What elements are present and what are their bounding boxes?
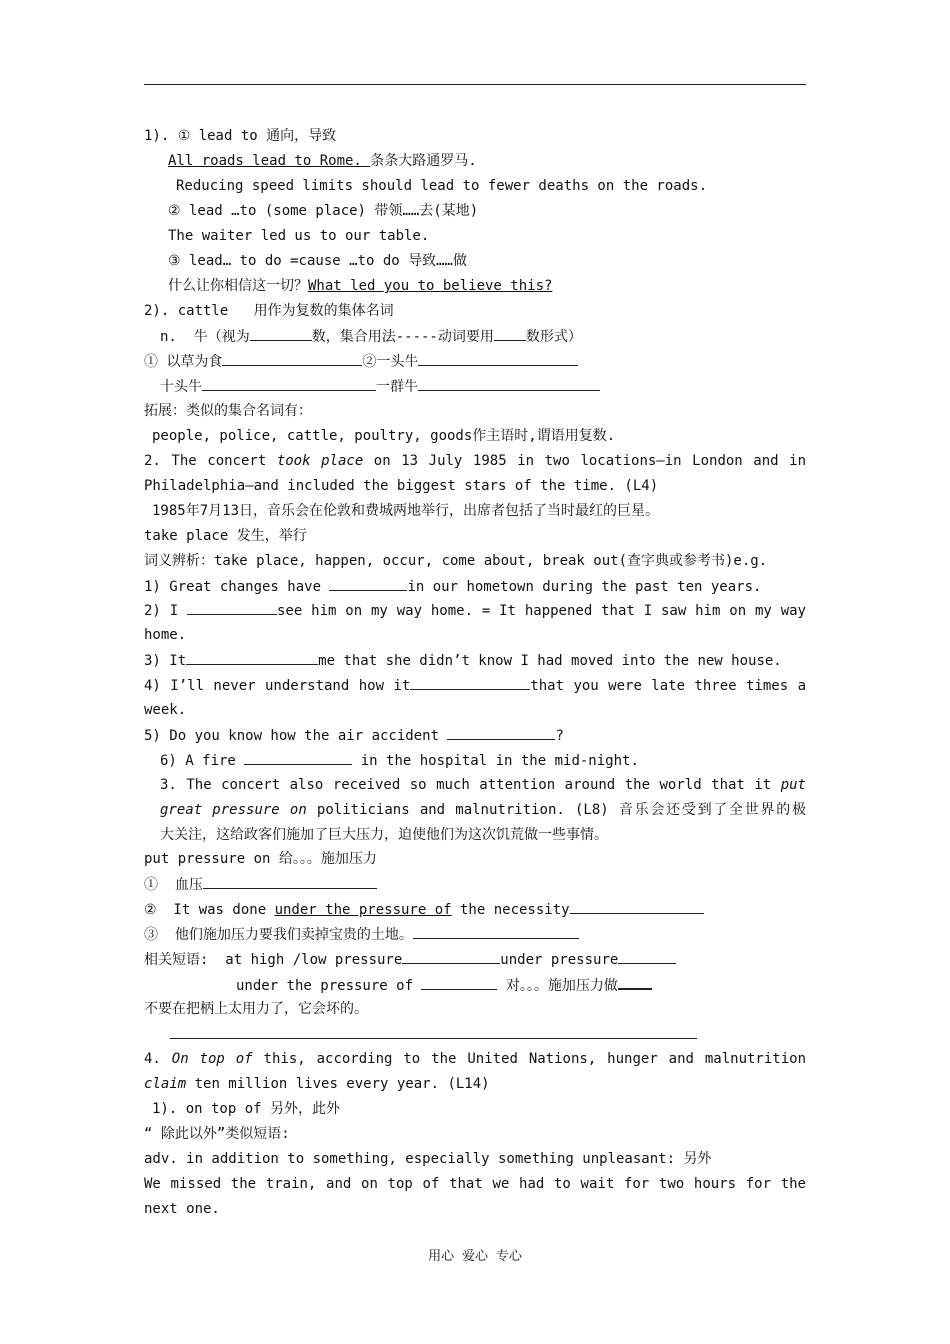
page-footer: 用心 爱心 专心 <box>428 1249 522 1264</box>
blank <box>618 974 652 990</box>
blank <box>402 949 500 964</box>
blank <box>329 576 407 591</box>
sentence-on-top-of: 4. On top of this, according to the United Nations, hunger and malnutrition <box>144 1051 807 1067</box>
blank <box>418 376 600 391</box>
pressure-exercise-3: ③ 他们施加压力要我们卖掉宝贵的土地。 <box>144 924 806 945</box>
lead-to-heading: 1). ① lead to 通向，导致 <box>144 128 337 144</box>
blank <box>618 949 676 964</box>
cattle-exercise-1: ① 以草为食 ②一头牛 <box>144 351 806 372</box>
related-phrases: 相关短语: at high /low pressure under pressure <box>144 949 806 970</box>
sentence-pressure: 3. The concert also received so much attention around the world that it put <box>160 777 806 793</box>
lead-example-believe: 什么让你相信这一切？What led you to believe this? <box>168 278 553 294</box>
blank <box>244 750 352 765</box>
sentence-on-top-of-cont: claim ten million lives every year. (L14) <box>144 1076 490 1092</box>
sentence-pressure-cont: great pressure on politicians and malnutrition. (L8) 音乐会还受到了全世界的极 <box>160 802 806 818</box>
on-top-of-example-cont: next one. <box>144 1201 220 1217</box>
blank <box>421 975 497 990</box>
lead-example-speed: Reducing speed limits should lead to fewer deaths on the roads. <box>176 178 708 194</box>
pressure-translate-prompt: 不要在把柄上太用力了，它会坏的。 <box>144 1001 368 1017</box>
similar-phrases-heading: “ 除此以外”类似短语: <box>144 1126 290 1142</box>
blank <box>447 725 555 740</box>
blank <box>222 351 362 366</box>
sentence-take-place-cont: Philadelphia—and included the biggest stars of the time. (L4) <box>144 478 659 494</box>
blank <box>187 600 277 615</box>
on-top-of-definition: adv. in addition to something, especially something unpleasant: 另外 <box>144 1151 712 1167</box>
pressure-exercise-2: ② It was done under the pressure of the necessity <box>144 899 806 920</box>
lead-usage-3: ③ lead… to do =cause …to do 导致……做 <box>168 253 467 269</box>
lead-usage-2: ② lead …to (some place) 带领……去(某地) <box>168 203 479 219</box>
exercise-1: 1) Great changes have in our hometown during the past ten years. <box>144 576 806 597</box>
lead-example-rome: All roads lead to Rome. 条条大路通罗马. <box>168 153 477 169</box>
on-top-of-meaning: 1). on top of 另外，此外 <box>152 1101 341 1117</box>
translation-take-place: 1985年7月13日，音乐会在伦敦和费城两地举行，出席者包括了当时最红的巨星。 <box>152 503 659 519</box>
blank <box>203 874 377 889</box>
exercise-6: 6) A fire in the hospital in the mid-night. <box>160 750 822 771</box>
cattle-definition: n. 牛（视为 数，集合用法-----动词要用 数形式） <box>160 326 822 347</box>
exercise-5: 5) Do you know how the air accident ? <box>144 725 806 746</box>
word-distinction: 词义辨析：take place, happen, occur, come about, break out(查字典或参考书)e.g. <box>144 553 768 569</box>
blank <box>570 899 704 914</box>
translation-pressure: 大关注，这给政客们施加了巨大压力，迫使他们为这次饥荒做一些事情。 <box>160 827 608 843</box>
answer-line <box>170 1038 697 1039</box>
cattle-heading: 2). cattle 用作为复数的集体名词 <box>144 303 394 319</box>
lead-example-waiter: The waiter led us to our table. <box>168 228 430 244</box>
header-rule <box>144 84 806 85</box>
exercise-4: 4) I’ll never understand how it that you were late three times a <box>144 675 806 696</box>
blank <box>494 326 526 341</box>
exercise-2-cont: home. <box>144 627 187 643</box>
blank <box>202 376 376 391</box>
exercise-4-cont: week. <box>144 702 187 718</box>
put-pressure-meaning: put pressure on 给。。。施加压力 <box>144 851 377 867</box>
cattle-exercise-2: 十头牛 一群牛 <box>160 376 822 397</box>
collective-nouns-list: people, police, cattle, poultry, goods作主语时,谓语用复数. <box>152 428 616 444</box>
exercise-3: 3) It me that she didn’t know I had moved into the new house. <box>144 650 806 671</box>
related-phrases-2: under the pressure of 对。。。施加压力做 <box>236 974 898 996</box>
blank <box>186 650 318 665</box>
collective-nouns-heading: 拓展：类似的集合名词有： <box>144 403 312 419</box>
pressure-exercise-1: ① 血压 <box>144 874 806 895</box>
blank <box>418 351 578 366</box>
sentence-take-place: 2. The concert took place on 13 July 1985 in two locations—in London and in <box>144 453 806 469</box>
take-place-meaning: take place 发生，举行 <box>144 528 307 544</box>
blank <box>250 326 312 341</box>
on-top-of-example: We missed the train, and on top of that we had to wait for two hours for the <box>144 1176 806 1192</box>
exercise-2: 2) I see him on my way home. = It happened that I saw him on my way <box>144 600 806 621</box>
blank <box>413 924 579 939</box>
blank <box>410 675 530 690</box>
